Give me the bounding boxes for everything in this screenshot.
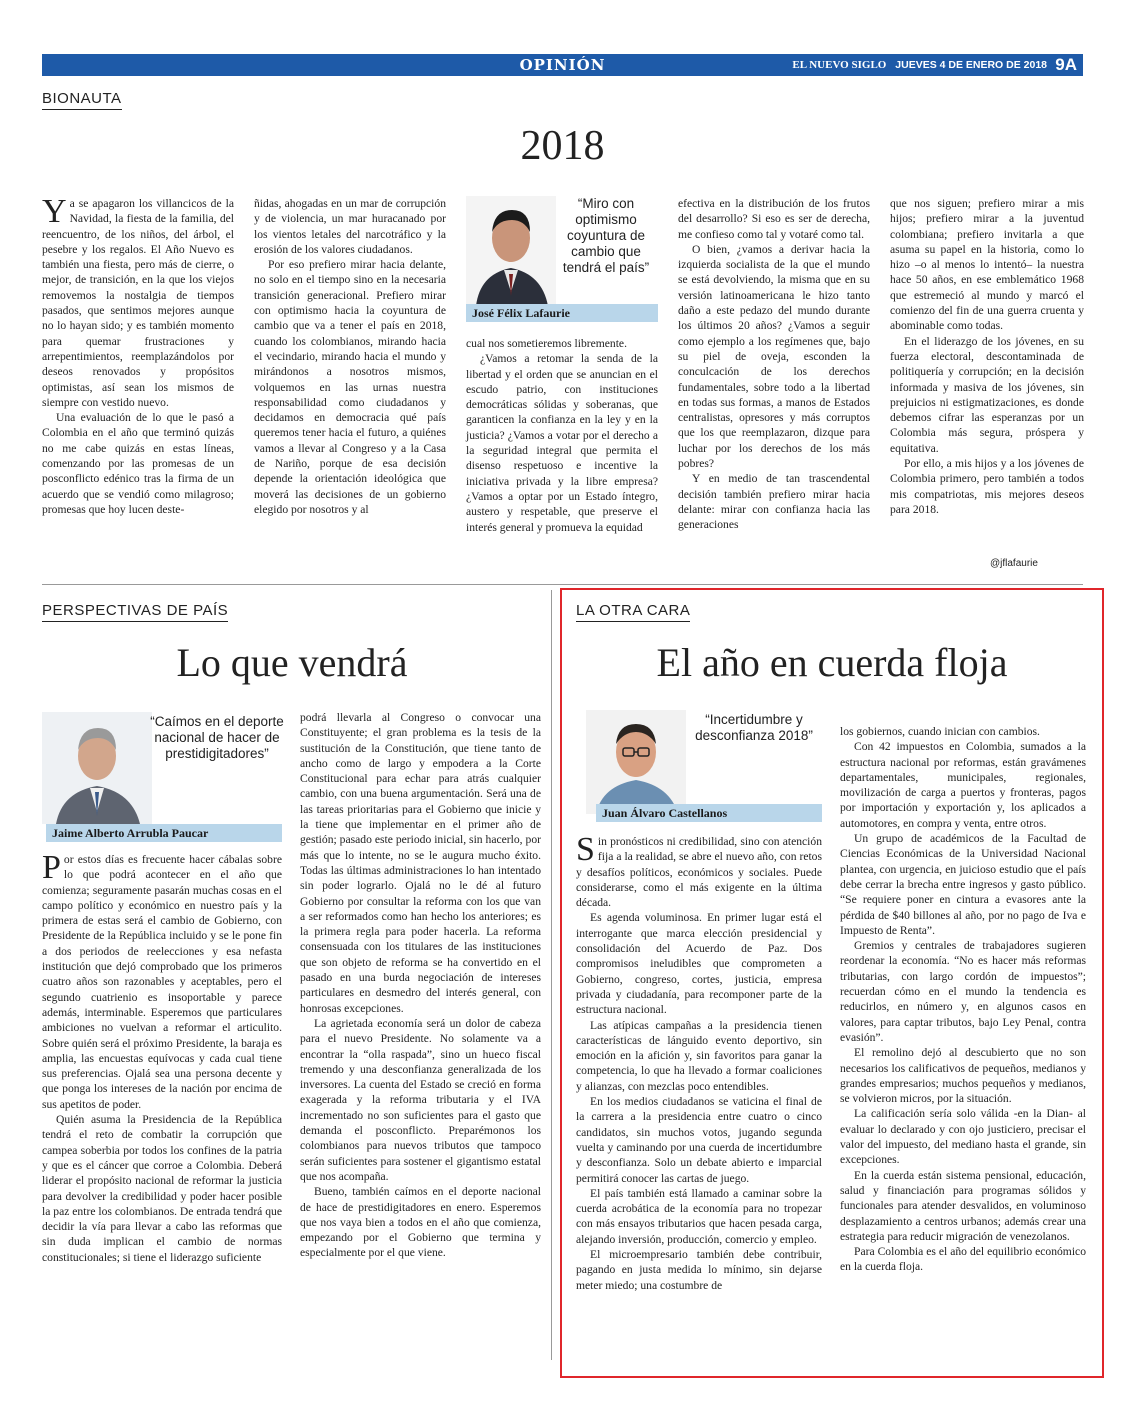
- article2-col2: [300, 710, 541, 1261]
- article1-col4: [678, 196, 870, 533]
- author-portrait: [42, 712, 152, 824]
- article1-col2: [254, 196, 446, 517]
- pull-quote: “Incertidumbre y desconfianza 2018”: [695, 712, 813, 743]
- article1-col5-p1: que nos siguen; prefiero mirar a mis hijos; prefiero mirar a la juventud colombiana; prefiero invitarla a que asuma su papel en la historia, como lo hizo –o al menos lo intentó– la nuestra hace 50 años, en ese emblemático 1968 que estremeció al mundo y marcó el comienzo del fin de una guerra cruenta y abominable como todas.: [890, 197, 1084, 333]
- article3-col2-p6: La calificación sería solo válida -en la Dian- al evaluar lo declarado y con ojo justiciero, precisar el valor del impuesto, del mediano hasta el grande, sin excepciones.: [840, 1107, 1086, 1167]
- kicker-la-otra-cara: LA OTRA CARA: [576, 602, 690, 622]
- headline-lo-que-vendra: Lo que vendrá: [176, 640, 408, 685]
- author-name: Juan Álvaro Castellanos: [596, 804, 822, 822]
- article3-col2-p1: los gobiernos, cuando inician con cambios.: [840, 725, 1040, 738]
- article1-col3-p2: ¿Vamos a retomar la senda de la libertad y el orden que se anuncian en el escudo patrio, con instituciones democráticas sólidas y soberanas, que garanticen la confianza en la ley y en la justicia? ¿Vamos a votar por el derecho a la seguridad integral que permita el disenso respetuoso e incentive la iniciativa privada y la libre empresa? ¿Vamos a optar por un Estado íntegro, austero y respetable, que preserve el interés general y promueva la equidad: [466, 352, 658, 534]
- article3-col1-p2: Es agenda voluminosa. En primer lugar está el interrogante que marca elección presidencial y consolidación del Acuerdo de Paz. Dos compromisos ineludibles que comprometen a Gobierno, congreso, cortes, justicia, empresa privada y ciudadanía, para recomponer parte de la estructura nacional.: [576, 911, 822, 1017]
- article1-col3: [466, 336, 658, 535]
- article2-col2-p1: podrá llevarla al Congreso o convocar una Constituyente; el gran problema es la tesis de la sustitución de la Constitución, que tiene tanto de ancho como de largo y empodera a la Corte Constitucional para echar para atrás cualquier cambio, con una buena argumentación. Será una de las tareas prioritarias para el Gobierno que inicie y la tiene que implementar en el primer año de gestión; pasado este periodo inicial, sin hacerlo, por más que lo intente, no se le augura mucho éxito. Todas las últimas administraciones lo han intentado sin poder lograrlo. Ojalá no le dé al futuro Gobierno por consultar la reforma con los que van a ser reformados como han hecho los anteriores; es la primera regla para poder hacerla. La reforma consensuada con los titulares de las instituciones que son objeto de reforma se ha convertido en el pasado en una burda negociación de intereses particulares en desmedro del interés general, con honrosas excepciones.: [300, 711, 541, 1015]
- article3-col2-p4: Gremios y centrales de trabajadores sugieren reordenar la economía. “No es hacer más reformas tributarias, con largo cordón de impuestos”; recuerdan cómo en el mundo la tendencia es reducirlos, en número y, en algunos casos en valores, para captar tributos, bajo Ley Penal, contra evasión”.: [840, 939, 1086, 1044]
- article1-col4-p1: efectiva en la distribución de los frutos del desarrollo? Si eso es ser de derecha, me confieso como tal y votaré como tal.: [678, 197, 870, 241]
- author-portrait: [466, 196, 556, 306]
- article1-col5-p3: Por ello, a mis hijos y a los jóvenes de Colombia primero, pero también a todos mis compatriotas, mis mejores deseos para 2018.: [890, 457, 1084, 516]
- author-name: Jaime Alberto Arrubla Paucar: [46, 824, 282, 842]
- article3-col1-p6: El microempresario también debe contribuir, pagando en justa medida lo mínimo, sin dejarse meter miedo; una costumbre de: [576, 1248, 822, 1292]
- author-name: José Félix Lafaurie: [466, 304, 658, 322]
- page-number: 9A: [1055, 55, 1077, 74]
- article2-col1: [42, 849, 282, 1265]
- pull-quote: “Caímos en el deporte nacional de hacer de prestidigitadores”: [150, 714, 284, 761]
- author-box: [42, 712, 282, 842]
- headline-2018: 2018: [520, 123, 605, 169]
- article3-col1-p3: Las atípicas campañas a la presidencia tienen características de lánguido evento deportivo, sin emoción en la afición y, sin favoritos para ganar la competencia, lo que ha llevado a formar coaliciones y alianzas, con mezclas poco entendibles.: [576, 1018, 822, 1093]
- masthead: [792, 54, 1047, 76]
- headline-cuerda-floja: El año en cuerda floja: [656, 640, 1008, 685]
- dropcap: Y: [42, 193, 67, 230]
- dropcap: S: [576, 831, 595, 868]
- article3-col2: [840, 724, 1086, 1275]
- article1-col3-p1: cual nos sometieremos libremente.: [466, 337, 627, 350]
- article1-col1: [42, 193, 234, 517]
- newspaper-name: EL NUEVO SIGLO: [792, 59, 887, 71]
- article1-col1-p2: Una evaluación de lo que le pasó a Colombia en el año que terminó quizás no me cabe quizás en estas líneas, comenzando por las promesas de un posconflicto edénico tras la firma de un acuerdo que se vendió como milagroso; promesas que hoy lucen deste-: [42, 411, 234, 516]
- article1-col5: [890, 196, 1084, 517]
- article3-col2-p7: En la cuerda están sistema pensional, educación, salud y financiación para programas sólidos y funcionales para atender desvalidos, en voluminoso desplazamiento a centros urbanos; además crear una estrategia para reducir migración de venezolanos.: [840, 1168, 1086, 1243]
- article1-col4-p2: O bien, ¿vamos a derivar hacia la izquierda socialista de la que el mundo se está devolviendo, la misma que en su versión latinoamericana le hizo tanto daño a este pedazo del mundo durante los últimos 20 años? ¿Vamos a seguir como ejemplo a los regímenes que, bajo su piel de oveja, esconden la conculcación de los derechos fundamentales, sobre todo a la libertad en todas sus formas, a manos de Estados centralistas, opresores y más corruptos que los que reemplazaron, dizque para luchar por los derechos de los más pobres?: [678, 242, 870, 471]
- article3-col1-p1: Sin pronósticos ni credibilidad, sino con atención fija a la realidad, se abre el nuevo año, con retos y desafíos políticos, económicos y sociales. Puede considerarse, como el más exigente en la última década.: [576, 831, 822, 910]
- article2-col1-p1: Por estos días es frecuente hacer cábalas sobre lo que podrá acontecer en el año que comienza; seguramente pasarán muchas cosas en el campo político y económico en nuestro país y la primera de estas será el cambio de Gobierno, con Presidente de la República incluido y se le pone fin a dos periodos de reelecciones y esa nefasta institución que dejó comprobado que los primeros cuatro años son razonables y aceptables, pero el segundo cuatrienio es insoportable y parece además, interminable. Esperemos que particulares ambiciones no vuelvan a reformar el articulito. Sobre quién será el próximo Presidente, la baraja es amplia, las encuestas equívocas y cada cual tiene sus preferencias. Ojalá sea una persona decente y que ponga los intereses de la nación por encima de sus apetitos de poder.: [42, 849, 282, 1111]
- article2-col2-p3: Bueno, también caímos en el deporte nacional de hace de prestidigitadores en enero. Esperemos que nos vaya bien a todos en el año que comienza, empezando por el Gobierno que termina y especialmente por el que viene.: [300, 1185, 541, 1260]
- article1-col2-p1: ñidas, ahogadas en un mar de corrupción y de violencia, un mar huracanado por los vientos letales del narcotráfico y la erosión de los valores ciudadanos.: [254, 197, 446, 256]
- article3-col2-p3: Un grupo de académicos de la Facultad de Ciencias Económicas de la Universidad Nacional plantea, con urgencia, en juicioso estudio que el país debe cerrar la brecha entre ingresos y gasto público. “Se requiere poner en cintura a evasores ante la pérdida de $40 billones al año, por no pago de Iva e Impuesto de Renta”.: [840, 832, 1086, 937]
- header-band: [42, 54, 1083, 76]
- article2-col1-p2: Quién asuma la Presidencia de la República tendrá el reto de combatir la corrupción que campea soberbia por todos los confines de la patria y que es el cáncer que corroe a Colombia. Deberá liderar el propósito nacional de reformar la justicia para devolver la credibilidad y poder hacer posible la paz entre los colombianos. De entrada tendrá que decidir la vía para llevar a cabo las reformas que sin duda implican el cambio de normas constitucionales; si tiene el liderazgo suficiente: [42, 1113, 282, 1264]
- article1-col5-p2: En el liderazgo de los jóvenes, en su fuerza electoral, descontaminada de politiquería y corrupción; en la decisión informada y masiva de los jóvenes, sin prejuicios ni estigmatizaciones, es donde debemos cifrar las esperanzas por un Colombia más segura, próspera y equitativa.: [890, 334, 1084, 455]
- article1-col4-p3: Y en medio de tan trascendental decisión también prefiero mirar hacia delante: mirar con confianza hacia las generaciones: [678, 472, 870, 532]
- article3-col2-p2: Con 42 impuestos en Colombia, sumados a la estructura nacional por reformas, están gravámenes departamentales, municipales, regionales, movilización de carga a puertos y fronteras, pagos por importación y exportación y, los aplicados a automotores, en compra y venta, entre otros.: [840, 740, 1086, 830]
- section-divider: [42, 584, 1083, 585]
- section-label: OPINIÓN: [519, 56, 606, 74]
- kicker-perspectivas: PERSPECTIVAS DE PAÍS: [42, 602, 228, 622]
- dropcap: P: [42, 849, 61, 886]
- article3-col2-p5: El remolino dejó al descubierto que no son necesarios los calificativos de pequeños, medianos y grandes empresarios; muchos pequeños y medianos, se volvieron micros, por la situación.: [840, 1046, 1086, 1106]
- author-box: [466, 196, 658, 324]
- article3-col1-p4: En los medios ciudadanos se vaticina el final de la carrera a la presidencia entre cuatro o cinco candidatos, sin muchos votos, jugando segunda vuelta y caminando por una cuerda de incertidumbre y desconfianza. Solo un debate abierto e imparcial permitirá conocer las cartas de juego.: [576, 1095, 822, 1185]
- article2-col2-p2: La agrietada economía será un dolor de cabeza para el nuevo Presidente. No solamente va a encontrar la “olla raspada”, sino un hueco fiscal tremendo y una desconfianza generalizada de los inversores. La cuenta del Estado se creció en forma exagerada y la reforma tributaria y el IVA incrementado no son suficientes para el gasto que demanda el posconflicto. Preparémonos los colombianos para nuevos tributos que tampoco serán suficientes para sostener el gigantismo estatal que nos acompaña.: [300, 1016, 541, 1183]
- article3-col1-p5: El país también está llamado a caminar sobre la cuerda acrobática de la economía para no tropezar con más ensayos tributarios que hacen pesada carga, alejando inversión, producción, comercio y empleo.: [576, 1186, 822, 1246]
- issue-date: JUEVES 4 DE ENERO DE 2018: [895, 59, 1047, 71]
- article1-col1-p1: Ya se apagaron los villancicos de la Navidad, la fiesta de la familia, del reencuentro, de los niños, del árbol, el pesebre y los regalos. El Año Nuevo es también una fiesta, pero más de cierre, o mejor, de transición, en la que los viejos removemos la nostalgia de tiempos pasados, que sentimos mejores aunque no lo hayan sido; y es también momento para quemar frustraciones y arrepentimientos, reemplazándolos por deseos renovados y propósitos optimistas, así sean los mismos de siempre con vestido nuevo.: [42, 193, 234, 409]
- pull-quote: “Miro con optimismo coyuntura de cambio que tendrá el país”: [562, 196, 650, 275]
- article3-col1: [576, 831, 822, 1293]
- author-box: [576, 710, 822, 830]
- kicker-bionauta: BIONAUTA: [42, 90, 122, 110]
- twitter-handle: @jflafaurie: [990, 558, 1038, 569]
- author-portrait: [586, 710, 686, 814]
- article1-col2-p2: Por eso prefiero mirar hacia delante, no solo en el tiempo sino en la necesaria transición generacional. Prefiero mirar con optimismo hacia la coyuntura de cambio que va a tener el país en 2018, cuando los colombianos, mirando hacia el vecindario, mirando hacia el mundo y mirándonos a nosotros mismos, volquemos en las urnas nuestra responsabilidad como ciudadanos y decidamos en democracia qué país queremos tener hacia el futuro, a quiénes vamos a llevar al Congreso y a la Casa de Nariño, porque de esa decisión depende la orientación ideológica que moverá las decisiones de un gobierno elegido por nosotros y al: [254, 258, 446, 516]
- article3-col2-p8: Para Colombia es el año del equilibrio económico en la cuerda floja.: [840, 1245, 1086, 1274]
- column-divider: [551, 590, 552, 1360]
